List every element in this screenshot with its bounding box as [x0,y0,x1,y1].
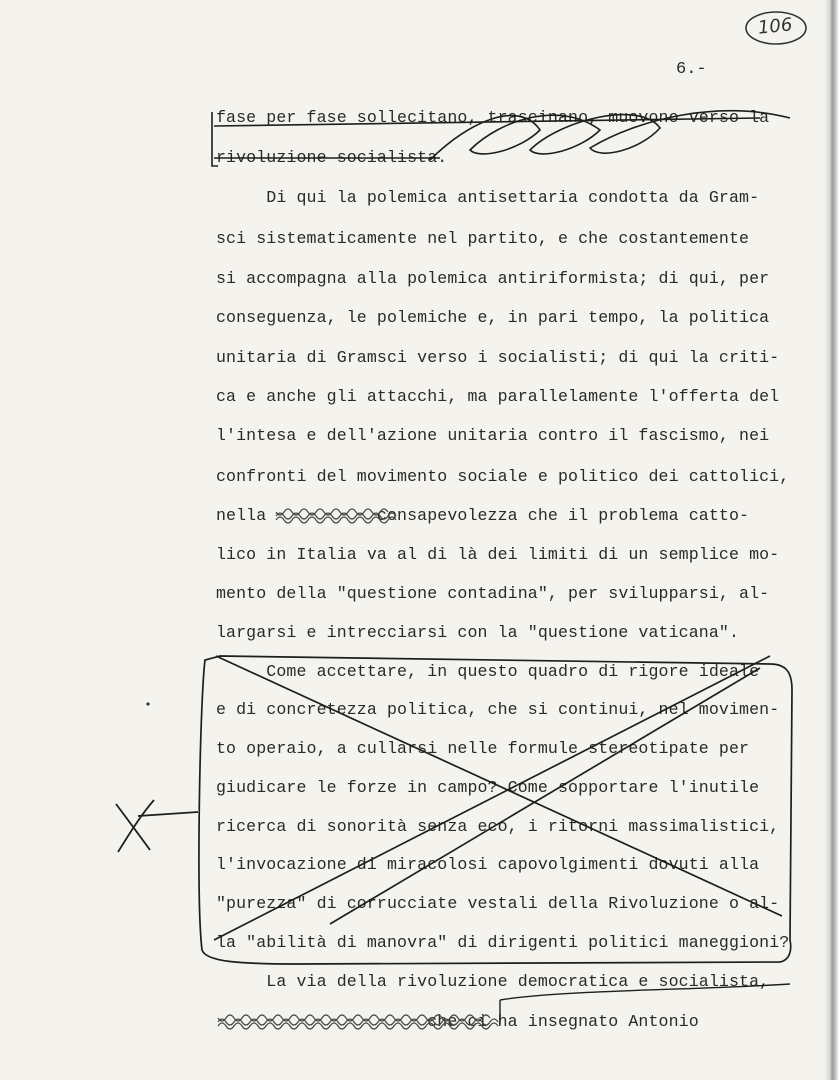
text-line: si accompagna alla polemica antiriformista; di qui, per [216,269,770,288]
text-line: Come accettare, in questo quadro di rigore ideale [216,662,760,681]
stamp-circle-icon [746,12,806,44]
text-line: La via della rivoluzione democratica e socialista, [216,972,770,991]
text-line: conseguenza, le polemiche e, in pari tempo, la politica [216,308,770,327]
text-line: giudicare le forze in campo? Come sopportare l'inutile [216,778,760,797]
text-line: Di qui la polemica antisettaria condotta da Gram- [216,188,760,207]
text-line: lico in Italia va al di là dei limiti di un semplice mo- [216,545,780,564]
redaction-scribble [276,509,396,523]
margin-x-mark-icon [116,800,154,852]
text-line: fase per fase sollecitano, trascinano, muovono verso la [216,108,770,127]
strikethrough-scribble [212,111,790,166]
text-line: rivoluzione socialista. [216,148,448,167]
text-line: l'invocazione di miracolosi capovolgimenti dovuti alla [216,855,760,874]
text-line: "purezza" di corrucciate vestali della Rivoluzione o al- [216,894,780,913]
page-number: 6.- [676,60,707,79]
text-line: mento della "questione contadina", per svilupparsi, al- [216,584,770,603]
text-line: largarsi e intrecciarsi con la "questione vaticana". [216,623,740,642]
text-line: to operaio, a cullarsi nelle formule stereotipate per [216,739,750,758]
text-line: nella consapevolezza che il problema catto- [216,506,750,525]
text-line: ricerca di sonorità senza eco, i ritorni massimalistici, [216,817,780,836]
boxed-paragraph-cross [138,656,792,964]
archive-stamp-number: 106 [756,14,794,39]
insertion-bracket [500,984,790,1000]
text-line: sci sistematicamente nel partito, e che costantemente [216,229,750,248]
text-line: ca e anche gli attacchi, ma parallelamente l'offerta del [216,387,780,406]
text-line: l'intesa e dell'azione unitaria contro il fascismo, nei [216,426,770,445]
text-line: la "abilità di manovra" di dirigenti politici maneggioni? [216,933,790,952]
redaction-scribble-bottom [218,1015,498,1029]
paper-speck [146,702,149,705]
text-line: e di concretezza politica, che si continui, nel movimen- [216,700,780,719]
text-line: che ci ha insegnato Antonio [216,1012,699,1031]
text-line: confronti del movimento sociale e politico dei cattolici, [216,467,790,486]
text-line: unitaria di Gramsci verso i socialisti; di qui la criti- [216,348,780,367]
